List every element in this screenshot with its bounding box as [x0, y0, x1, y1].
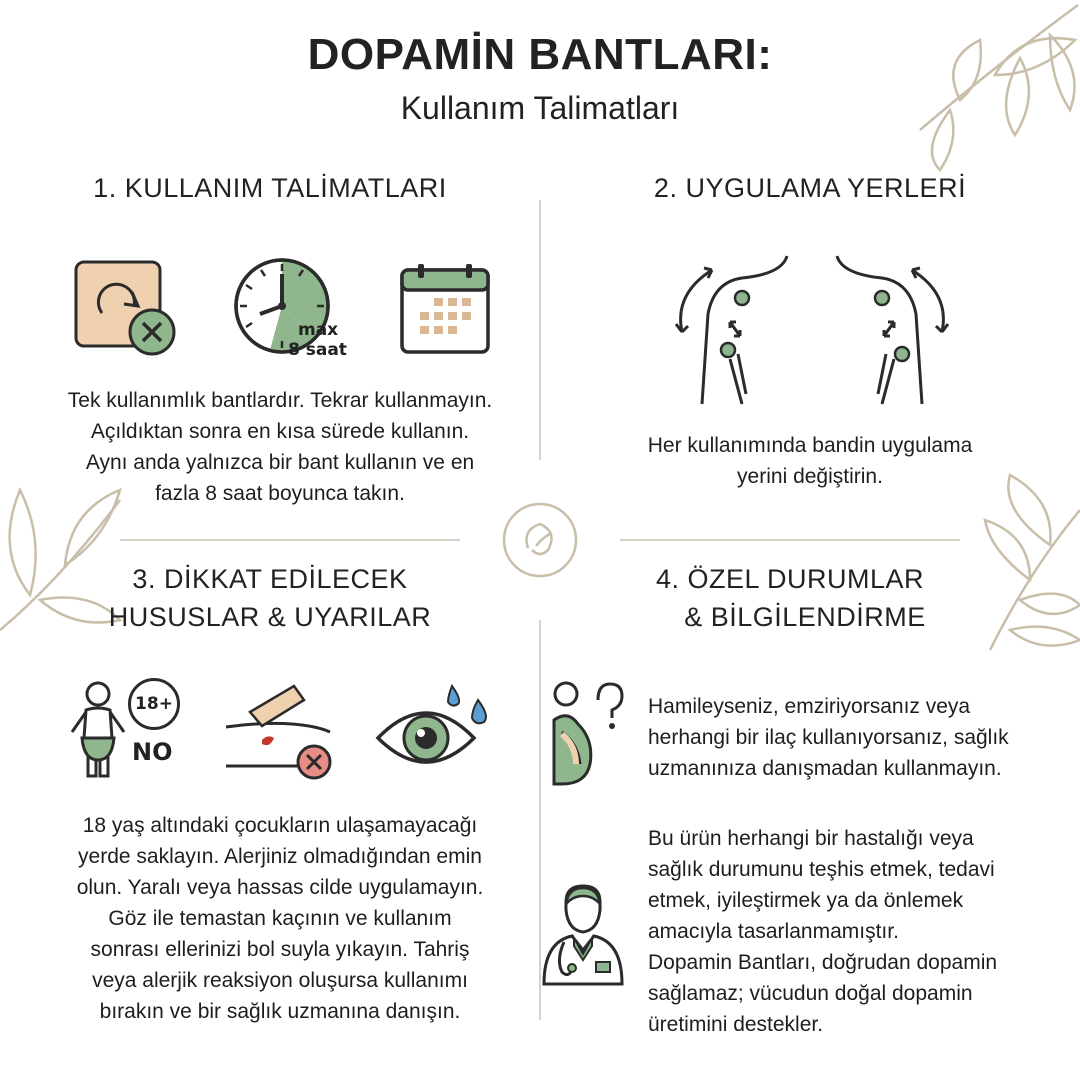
section3-heading-line1	[20, 560, 520, 598]
no-reuse-icon	[72, 258, 182, 358]
section4-title-line2: & BİLGİLENDİRME	[684, 602, 926, 632]
section2-heading	[560, 173, 1060, 204]
section1-number: 1.	[93, 173, 117, 203]
section1-line: fazla 8 saat boyunca takın.	[155, 482, 405, 505]
section1-title: KULLANIM TALİMATLARI	[124, 173, 447, 203]
section3-text	[20, 810, 540, 1027]
section4-p1-line: Hamileyseniz, emziriyorsanız veya	[648, 695, 971, 718]
section2-text	[560, 430, 1060, 492]
section4-p2-line: sağlamaz; vücudun doğal dopamin	[648, 982, 973, 1005]
section4-p2-line: sağlık durumunu teşhis etmek, tedavi	[648, 858, 995, 881]
section2-number: 2.	[653, 173, 678, 203]
pregnant-icon	[548, 680, 628, 790]
section4-heading	[570, 560, 1010, 636]
child-icon	[66, 680, 136, 780]
section3-heading	[20, 560, 520, 636]
page-subtitle: Kullanım Talimatları	[400, 90, 680, 126]
section3-line: Göz ile temastan kaçının ve kullanım	[108, 907, 452, 930]
no-label: NO	[132, 738, 173, 766]
section3-line: yerde saklayın. Alerjiniz olmadığından emin	[78, 845, 482, 868]
section2-line: Her kullanımında bandin uygulama	[647, 434, 973, 457]
section3-line: bırakın ve bir sağlık uzmanına danışın.	[99, 1000, 461, 1023]
section4-paragraph1	[648, 691, 1068, 784]
section3-number: 3.	[132, 564, 156, 594]
eye-icon	[374, 682, 494, 772]
clock-label-hours: 8 saat	[288, 340, 347, 360]
section4-p2-line: Dopamin Bantları, doğrudan dopamin	[648, 951, 998, 974]
section4-p2-line: üretimini destekler.	[648, 1013, 824, 1036]
clock-label-max: max	[298, 320, 339, 340]
section4-p1-line: uzmanınıza danışmadan kullanmayın.	[648, 757, 1002, 780]
divider-horizontal-right	[620, 539, 960, 541]
section1-heading	[20, 173, 520, 204]
section3-line: olun. Yaralı veya hassas cilde uygulamayın.	[76, 876, 484, 899]
doctor-icon	[538, 880, 628, 990]
section4-p2-line: Bu ürün herhangi bir hastalığı veya	[648, 827, 974, 850]
section4-p2-line: etmek, iyileştirmek ya da önlemek	[648, 889, 964, 912]
section4-title-line1: ÖZEL DURUMLAR	[687, 564, 925, 594]
section3-line: sonrası ellerinizi bol suyla yıkayın. Tahriş	[90, 938, 470, 961]
section2-title: UYGULAMA YERLERİ	[685, 173, 967, 203]
divider-horizontal-left	[120, 539, 460, 541]
section3-line: veya alerjik reaksiyon oluşursa kullanımı	[92, 969, 468, 992]
section3-line: 18 yaş altındaki çocukların ulaşamayacağı	[82, 814, 478, 837]
age-badge-label: 18+	[135, 694, 173, 714]
section2-line: yerini değiştirin.	[737, 465, 883, 488]
body-left-icon	[672, 254, 792, 414]
wound-icon	[222, 682, 338, 782]
calendar-icon	[398, 262, 494, 356]
page-title: DOPAMİN BANTLARI:	[307, 30, 773, 79]
clock-label	[288, 320, 347, 360]
section3-title-line1: DİKKAT EDİLECEK	[163, 564, 408, 594]
age-badge	[128, 678, 180, 730]
section1-line: Tek kullanımlık bantlardır. Tekrar kullanmayın.	[67, 389, 493, 412]
section4-paragraph2	[648, 823, 1068, 1040]
section1-text	[20, 385, 540, 509]
section4-p1-line: herhangi bir ilaç kullanıyorsanız, sağlık	[648, 726, 1009, 749]
section4-p2-line: amacıyla tasarlanmamıştır.	[648, 920, 899, 943]
section3-title-line2: HUSUSLAR & UYARILAR	[108, 602, 432, 632]
section1-line: Açıldıktan sonra en kısa sürede kullanın.	[90, 420, 470, 443]
section4-heading-line1	[570, 560, 1010, 598]
body-right-icon	[832, 254, 952, 414]
section4-number: 4.	[655, 564, 680, 594]
section1-line: Aynı anda yalnızca bir bant kullanın ve en	[85, 451, 475, 474]
